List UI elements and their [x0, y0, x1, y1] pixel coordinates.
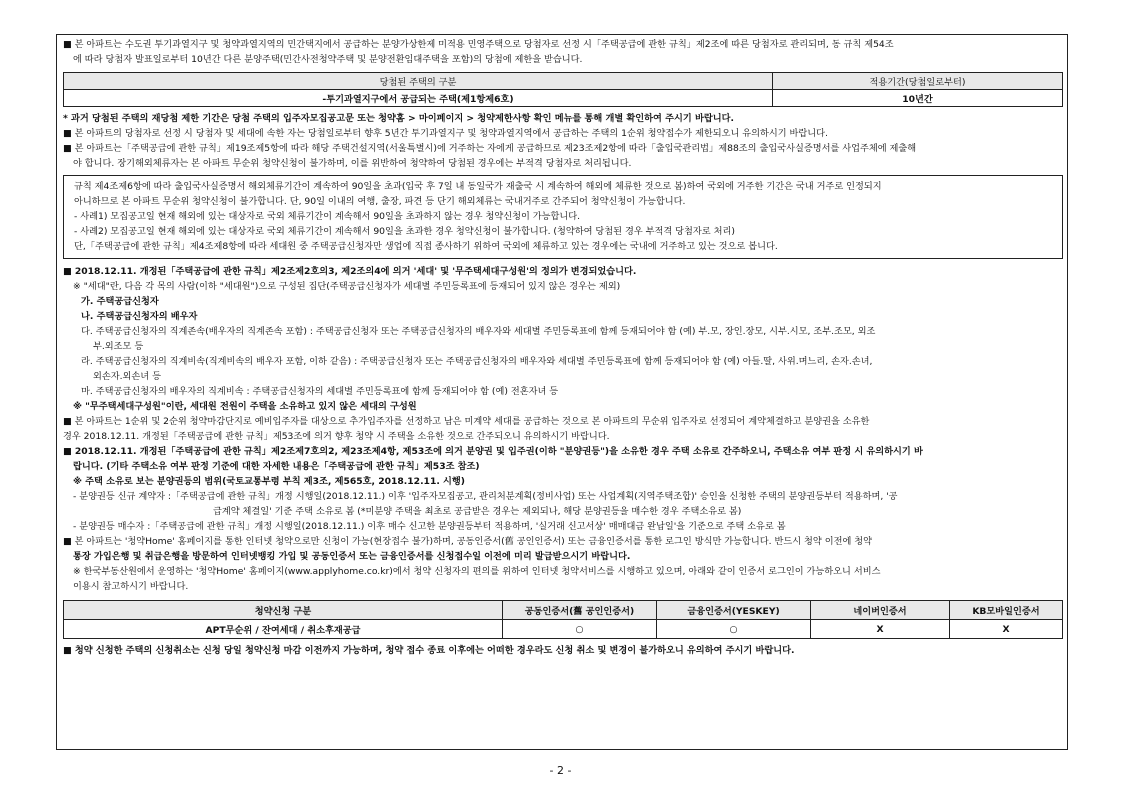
household-item: 외손자.외손녀 등	[93, 371, 161, 382]
household-item: 가. 주택공급신청자	[81, 296, 159, 307]
box-line: - 사례2) 모집공고일 현재 해외에 있는 대상자로 국외 체류기간이 계속해서 90일을 초과한 경우 청약신청이 불가합니다. (청약하여 당첨된 경우 부적격 당첨자로 처리)	[74, 226, 735, 237]
table-cell: APT무순위 / 잔여세대 / 취소후재공급	[64, 620, 503, 639]
box-line: 규칙 제4조제6항에 따라 출입국사실증명서 해외체류기간이 계속하여 90일을 초과(입국 후 7일 내 동일국가 재출국 시 계속하여 해외에 체류한 것으로 봄)하여 국외에 거주한 기간은 국내 거주로 인정되지	[74, 181, 882, 192]
online-line: 이용시 참고하시기 바랍니다.	[73, 581, 189, 592]
rights-line: ※ 주택 소유로 보는 분양권등의 범위(국토교통부령 부칙 제3조, 제565호, 2018.12.11. 시행)	[73, 476, 465, 487]
note-line: ■ 본 아파트의 당첨자로 선정 시 당첨자 및 세대에 속한 자는 당첨일로부터 향후 5년간 투기과열지구 및 청약과열지역에서 공급하는 주택의 1순위 청약접수가 제한되오니 유의하시기 바랍니다.	[63, 128, 828, 139]
household-item: 나. 주택공급신청자의 배우자	[81, 311, 198, 322]
rights-line: 랍니다. (기타 주택소유 여부 판정 기준에 대한 자세한 내용은「주택공급에 관한 규칙」제53조 참조)	[73, 461, 480, 472]
table-cell: X	[950, 620, 1063, 639]
box-line: 단,「주택공급에 관한 규칙」제4조제8항에 따라 세대원 중 주택공급신청자만 생업에 직접 종사하기 위하여 국외에 체류하고 있는 경우에는 국내에 거주하고 있는 것으로 봅니다.	[74, 241, 778, 252]
note-line: ■ 본 아파트는「주택공급에 관한 규칙」제19조제5항에 따라 해당 주택건설지역(서울특별시)에 거주하는 자에게 공급하므로 제23조제2항에 따라「출입국관리법」제88조의 출입국사실증명서를 사업주체에 제출해	[63, 143, 917, 154]
household-heading: ■ 2018.12.11. 개정된「주택공급에 관한 규칙」제2조제2호의3, 제2조의4에 의거 '세대' 및 '무주택세대구성원'의 정의가 변경되었습니다.	[63, 266, 637, 277]
household-item: 마. 주택공급신청자의 배우자의 직계비속 : 주택공급신청자의 세대별 주민등록표에 함께 등재되어야 함 (예) 전혼자녀 등	[81, 386, 559, 397]
table-header-cell: 네이버인증서	[811, 601, 950, 620]
table-cell: 10년간	[773, 90, 1063, 107]
table-header-cell: 당첨된 주택의 구분	[64, 73, 773, 90]
note-line: 야 합니다. 장기해외체류자는 본 아파트 무순위 청약신청이 불가하며, 이를 위반하여 청약하여 당첨된 경우에는 부적격 당첨자로 처리됩니다.	[73, 158, 632, 169]
certificate-table	[63, 600, 1063, 639]
rights-line: ■ 2018.12.11. 개정된「주택공급에 관한 규칙」제2조제7호의2, 제23조제4항, 제53조에 의거 분양권 및 입주권(이하 "분양권등")을 소유한 경우 주택 소유로 간주하오니, 주택소유 여부 판정 시 유의하시기 바	[63, 446, 923, 457]
cancellation-notice: ■ 청약 신청한 주택의 신청취소는 신청 당일 청약신청 마감 이전까지 가능하며, 청약 접수 종료 이후에는 어떠한 경우라도 신청 취소 및 변경이 불가하오니 유의하여 주시기 바랍니다.	[63, 645, 795, 656]
table-cell: -투기과열지구에서 공급되는 주택(제1항제6호)	[64, 90, 773, 107]
table-cell: ○	[503, 620, 657, 639]
restriction-period-table	[63, 72, 1063, 107]
document-page	[56, 34, 1068, 750]
overseas-residence-box	[63, 175, 1063, 259]
rewin-restriction-line-1: ■ 본 아파트는 수도권 투기과열지구 및 청약과열지역의 민간택지에서 공급하는 분양가상한제 미적용 민영주택으로 당첨자로 선정 시「주택공급에 관한 규칙」제2조에 따른 당첨자로 관리되며, 동 규칙 제54조	[63, 39, 894, 50]
table-header-cell: KB모바일인증서	[950, 601, 1063, 620]
online-line: ■ 본 아파트는 '청약Home' 홈페이지를 통한 인터넷 청약으로만 신청이 가능(현장접수 불가)하며, 공동인증서(舊 공인인증서) 또는 금융인증서를 통한 로그인 방식만 가능합니다. 반드시 청약 이전에 청약	[63, 536, 872, 547]
household-item: 다. 주택공급신청자의 직계존속(배우자의 직계존속 포함) : 주택공급신청자 또는 주택공급신청자의 배우자와 세대별 주민등록표에 함께 등재되어야 함 (예) 부.모, 장인.장모, 시부.시모, 조부.조모, 외조	[81, 326, 876, 337]
rights-line: - 분양권등 신규 계약자 :「주택공급에 관한 규칙」개정 시행일(2018.12.11.) 이후 '입주자모집공고, 관리처분계획(정비사업) 또는 사업계획(지역주택조합)' 승인을 신청한 주택의 분양권등부터 적용하며, '공	[73, 491, 898, 502]
note-line: * 과거 당첨된 주택의 재당첨 제한 기간은 당첨 주택의 입주자모집공고문 또는 청약홈 > 마이페이지 > 청약제한사항 확인 메뉴를 통해 개별 확인하여 주시기 바랍니다.	[63, 113, 734, 124]
rewin-restriction-line-2: 에 따라 당첨자 발표일로부터 10년간 다른 분양주택(민간사전청약주택 및 분양전환임대주택을 포함)의 당첨에 제한을 받습니다.	[73, 54, 583, 65]
table-header-cell: 공동인증서(舊 공인인증서)	[503, 601, 657, 620]
household-item: 라. 주택공급신청자의 직계비속(직계비속의 배우자 포함, 이하 같음) : 주택공급신청자 또는 주택공급신청자의 배우자와 세대별 주민등록표에 함께 등재되어야 함 (예) 아들.딸, 사위.며느리, 손자.손녀,	[81, 356, 873, 367]
household-item: 부.외조모 등	[93, 341, 144, 352]
rights-line: 경우 2018.12.11. 개정된「주택공급에 관한 규칙」제53조에 의거 향후 청약 시 주택을 소유한 것으로 간주되오니 유의하시기 바랍니다.	[63, 431, 610, 442]
box-line: - 사례1) 모집공고일 현재 해외에 있는 대상자로 국외 체류기간이 계속해서 90일을 초과하지 않는 경우 청약신청이 가능합니다.	[74, 211, 581, 222]
table-header-cell: 금융인증서(YESKEY)	[657, 601, 811, 620]
rights-line: 급계약 체결일' 기준 주택 소유로 봄 (*미분양 주택을 최초로 공급받은 경우는 제외되나, 해당 분양권등을 매수한 경우 주택소유로 봄)	[213, 506, 742, 517]
table-header-cell: 적용기간(당첨일로부터)	[773, 73, 1063, 90]
online-line: ※ 한국부동산원에서 운영하는 '청약Home' 홈페이지(www.applyhome.co.kr)에서 청약 신청자의 편의를 위하여 인터넷 청약서비스를 시행하고 있으며, 아래와 같이 인증서 로그인이 가능하오니 서비스	[73, 566, 881, 577]
table-cell: ○	[657, 620, 811, 639]
rights-line: ■ 본 아파트는 1순위 및 2순위 청약마감단지로 예비입주자를 대상으로 추가입주자를 선정하고 남은 미계약 세대를 공급하는 것으로 본 아파트의 무순위 입주자로 선정되어 계약체결하고 분양권을 소유한	[63, 416, 870, 427]
table-cell: X	[811, 620, 950, 639]
online-line: 통장 가입은행 및 취급은행을 방문하여 인터넷뱅킹 가입 및 공동인증서 또는 금융인증서를 신청접수일 이전에 미리 발급받으시기 바랍니다.	[73, 551, 631, 562]
household-definition: ※ "무주택세대구성원"이란, 세대원 전원이 주택을 소유하고 있지 않은 세대의 구성원	[73, 401, 417, 412]
table-header-cell: 청약신청 구분	[64, 601, 503, 620]
household-definition: ※ "세대"란, 다음 각 목의 사람(이하 "세대원")으로 구성된 집단(주택공급신청자가 세대별 주민등록표에 등재되어 있지 않은 경우는 제외)	[73, 281, 621, 292]
rights-line: - 분양권등 매수자 :「주택공급에 관한 규칙」개정 시행일(2018.12.11.) 이후 매수 신고한 분양권등부터 적용하며, '실거래 신고서상' 매매대금 완납일'을 기준으로 주택 소유로 봄	[73, 521, 786, 532]
box-line: 아니하므로 본 아파트 무순위 청약신청이 불가합니다. 단, 90일 이내의 여행, 출장, 파견 등 단기 해외체류는 국내거주로 간주되어 청약신청이 가능합니다.	[74, 196, 686, 207]
page-number: - 2 -	[549, 764, 572, 777]
